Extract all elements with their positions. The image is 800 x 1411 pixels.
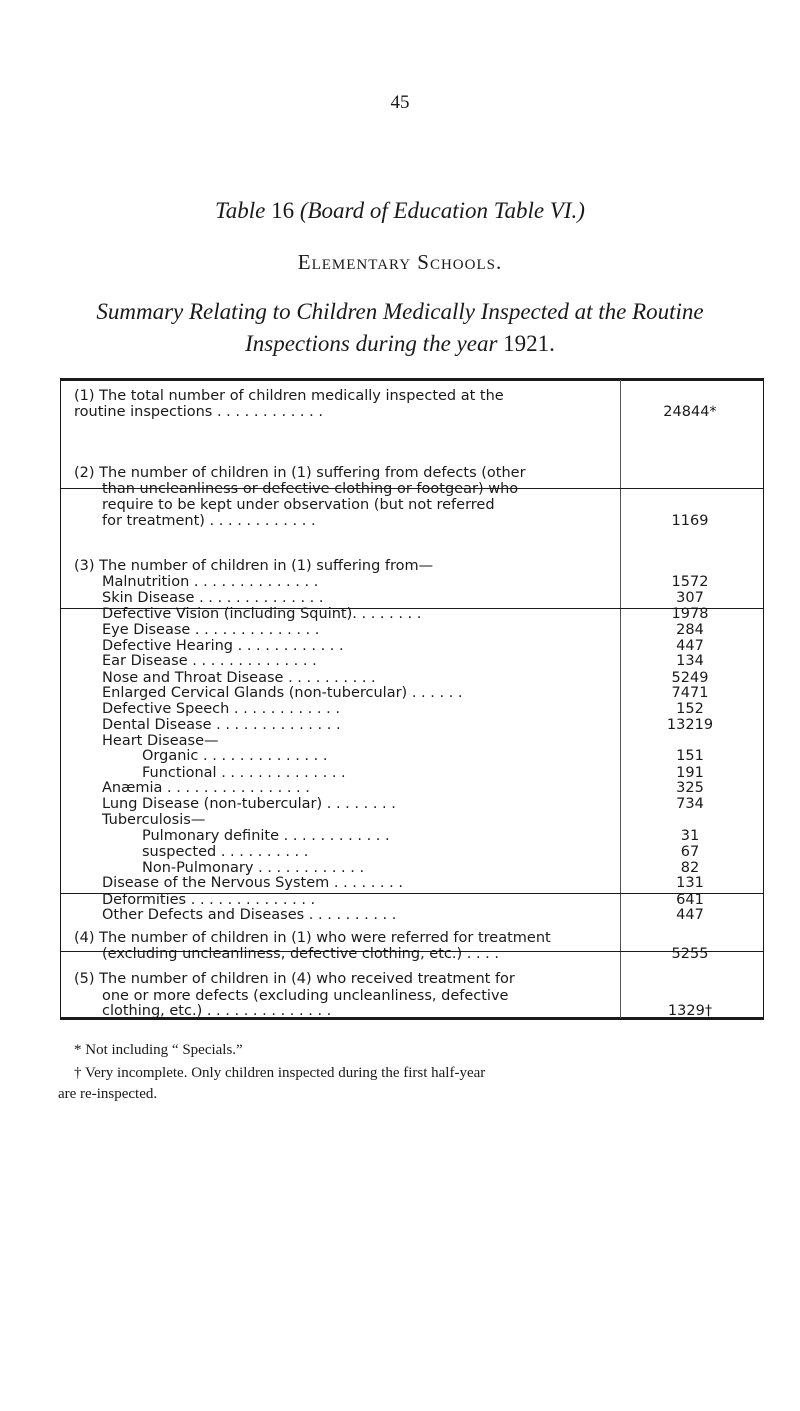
- row-value: 447: [676, 638, 704, 654]
- table-title-paren: (Board of Education Table VI.): [299, 198, 585, 223]
- row-label: Tuberculosis—: [102, 812, 206, 828]
- row-value: 5255: [671, 946, 709, 962]
- row-value: 31: [680, 828, 700, 844]
- row-label: Malnutrition . . . . . . . . . . . . . .: [102, 574, 319, 590]
- table-row: [74, 402, 750, 422]
- table-row: [74, 905, 750, 925]
- table-row: [74, 944, 750, 964]
- row-value: 7471: [671, 685, 709, 701]
- summary-title-line2: Inspections during the year: [245, 331, 498, 356]
- summary-title-year: 1921.: [503, 331, 555, 356]
- row-label: routine inspections . . . . . . . . . . . .: [74, 404, 323, 420]
- row-label: (1) The total number of children medically inspected at the: [74, 388, 504, 404]
- row-value: 1329†: [667, 1003, 713, 1019]
- row-value: 151: [676, 748, 704, 764]
- footnote-1: * Not including “ Specials.”: [74, 1042, 243, 1058]
- row-label: Non-Pulmonary . . . . . . . . . . . .: [142, 860, 365, 876]
- row-value: 734: [676, 796, 704, 812]
- row-label: Enlarged Cervical Glands (non-tubercular) . . . . . .: [102, 685, 463, 701]
- summary-title-line1: Summary Relating to Children Medically Inspected at the Routine: [96, 299, 704, 324]
- page-number: 45: [390, 92, 410, 113]
- row-label: Defective Vision (including Squint). . . . . . . .: [102, 606, 422, 622]
- row-label: Heart Disease—: [102, 733, 219, 749]
- row-label: (2) The number of children in (1) suffering from defects (other: [74, 465, 526, 481]
- row-label: Skin Disease . . . . . . . . . . . . . .: [102, 590, 324, 606]
- row-value: 1572: [671, 574, 709, 590]
- row-value: 24844*: [663, 404, 717, 420]
- row-label: Pulmonary definite . . . . . . . . . . . .: [142, 828, 390, 844]
- footnote-2: † Very incomplete. Only children inspected during the first half-year: [74, 1065, 486, 1081]
- row-label: Organic . . . . . . . . . . . . . .: [142, 748, 328, 764]
- row-label: (5) The number of children in (4) who received treatment for: [74, 971, 515, 987]
- row-label: (excluding uncleanliness, defective clothing, etc.) . . . .: [102, 946, 500, 962]
- row-label: Other Defects and Diseases . . . . . . . . . .: [102, 907, 397, 923]
- row-label: Ear Disease . . . . . . . . . . . . . .: [102, 653, 317, 669]
- section-title: Elementary Schools.: [297, 250, 503, 274]
- row-value: 307: [676, 590, 704, 606]
- table-title-label: Table: [215, 198, 266, 223]
- row-label: clothing, etc.) . . . . . . . . . . . . . .: [102, 1003, 332, 1019]
- row-label: one or more defects (excluding uncleanliness, defective: [102, 988, 509, 1004]
- row-label: suspected . . . . . . . . . .: [142, 844, 309, 860]
- row-value: 131: [676, 875, 704, 891]
- table-row: [74, 511, 750, 531]
- row-value: 82: [680, 860, 700, 876]
- row-label: (3) The number of children in (1) suffering from—: [74, 558, 434, 574]
- row-value: 5249: [671, 670, 709, 686]
- row-value: 134: [676, 653, 704, 669]
- row-label: Defective Hearing . . . . . . . . . . . .: [102, 638, 344, 654]
- row-value: 67: [680, 844, 700, 860]
- table-title-number: 16: [271, 198, 295, 223]
- row-value: 191: [676, 765, 704, 781]
- row-label: than uncleanliness or defective clothing or footgear) who: [102, 481, 519, 497]
- row-label: Disease of the Nervous System . . . . . . . .: [102, 875, 403, 891]
- row-label: Defective Speech . . . . . . . . . . . .: [102, 701, 340, 717]
- row-value: 152: [676, 701, 704, 717]
- row-value: 284: [676, 622, 704, 638]
- row-label: Anæmia . . . . . . . . . . . . . . . .: [102, 780, 310, 796]
- row-label: Eye Disease . . . . . . . . . . . . . .: [102, 622, 320, 638]
- row-value: 325: [676, 780, 704, 796]
- row-label: Functional . . . . . . . . . . . . . .: [142, 765, 346, 781]
- row-value: 13219: [666, 717, 714, 733]
- summary-title: [0, 296, 800, 360]
- table-row: [74, 1001, 750, 1021]
- row-label: (4) The number of children in (1) who were referred for treatment: [74, 930, 551, 946]
- row-label: Deformities . . . . . . . . . . . . . .: [102, 892, 316, 908]
- row-label: Dental Disease . . . . . . . . . . . . . .: [102, 717, 341, 733]
- row-label: Lung Disease (non-tubercular) . . . . . . . .: [102, 796, 396, 812]
- row-value: 1169: [671, 513, 709, 529]
- row-value: 447: [676, 907, 704, 923]
- row-label: Nose and Throat Disease . . . . . . . . . .: [102, 670, 376, 686]
- row-label: require to be kept under observation (but not referred: [102, 497, 495, 513]
- table-title: [0, 198, 800, 224]
- row-value: 1978: [671, 606, 709, 622]
- row-label: for treatment) . . . . . . . . . . . .: [102, 513, 316, 529]
- footnote-2-continued: are re-inspected.: [58, 1086, 158, 1102]
- row-value: 641: [676, 892, 704, 908]
